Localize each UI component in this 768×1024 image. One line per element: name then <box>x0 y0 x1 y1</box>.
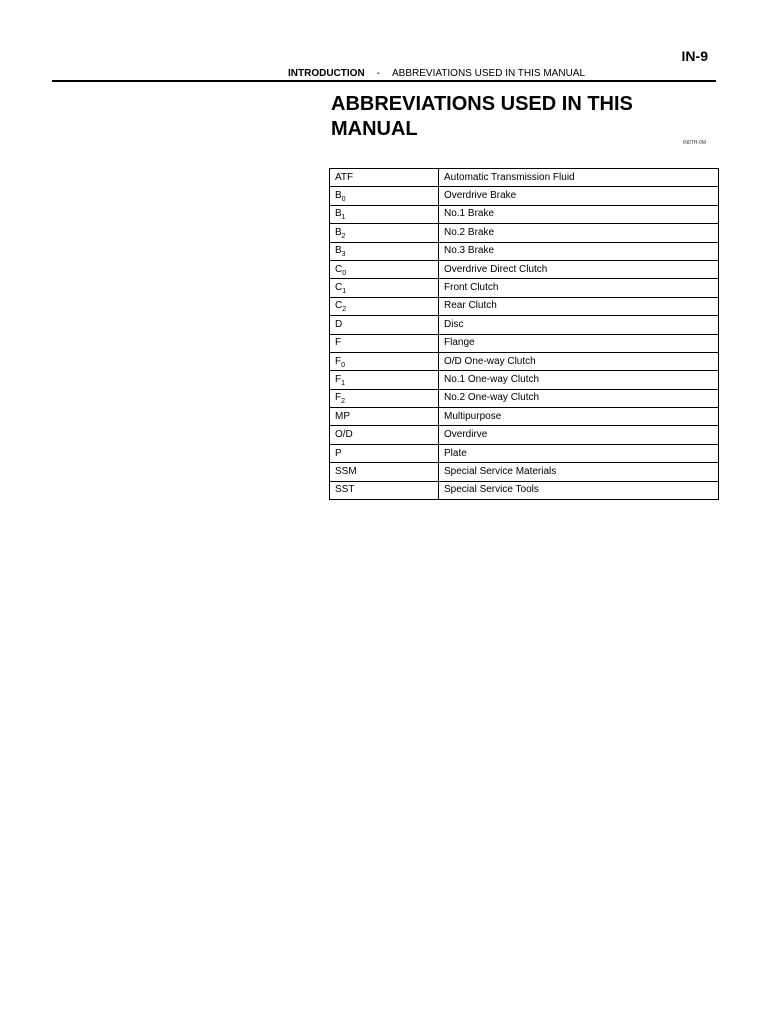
meaning-cell: Disc <box>439 316 719 334</box>
meaning-cell: Overdrive Direct Clutch <box>439 260 719 278</box>
reference-code: IN0TH-0M <box>682 140 706 146</box>
abbreviation-text: B <box>335 208 342 220</box>
page-title: ABBREVIATIONS USED IN THIS MANUAL <box>331 93 633 140</box>
abbreviation-subscript: 2 <box>341 398 346 406</box>
table-row <box>330 187 719 205</box>
abbreviation-subscript: 1 <box>341 379 346 387</box>
meaning-cell: Flange <box>439 334 719 352</box>
running-head <box>288 68 585 79</box>
table-row <box>330 371 719 389</box>
meaning-cell: Special Service Materials <box>439 463 719 481</box>
abbreviation-text: B <box>335 190 342 202</box>
table-row <box>330 408 719 426</box>
abbreviation-cell <box>330 408 439 426</box>
abbreviation-subscript: 2 <box>341 232 346 240</box>
running-head-separator: - <box>376 68 381 79</box>
table-row <box>330 169 719 187</box>
meaning-cell: O/D One-way Clutch <box>439 352 719 370</box>
abbreviation-text: F <box>335 392 342 404</box>
table-row <box>330 444 719 462</box>
abbreviation-text: C <box>335 263 343 275</box>
abbreviation-cell <box>330 334 439 352</box>
meaning-cell: No.2 One-way Clutch <box>439 389 719 407</box>
meaning-cell: No.3 Brake <box>439 242 719 260</box>
abbreviation-cell <box>330 205 439 223</box>
abbreviation-subscript: 2 <box>342 306 347 314</box>
meaning-cell: No.1 One-way Clutch <box>439 371 719 389</box>
abbreviation-text: F <box>335 337 342 349</box>
meaning-cell: Front Clutch <box>439 279 719 297</box>
abbreviation-text: P <box>335 447 342 459</box>
abbreviation-text: F <box>335 355 342 367</box>
meaning-cell: No.1 Brake <box>439 205 719 223</box>
table-row <box>330 297 719 315</box>
table-row <box>330 389 719 407</box>
abbreviation-subscript: 3 <box>341 251 346 259</box>
abbreviation-subscript: 0 <box>341 196 346 204</box>
abbreviation-cell <box>330 463 439 481</box>
abbreviation-text: F <box>335 373 342 385</box>
abbreviation-text: O/D <box>335 429 353 441</box>
page-number: IN-9 <box>681 48 708 64</box>
meaning-cell: Overdrive Brake <box>439 187 719 205</box>
table-row <box>330 426 719 444</box>
abbreviation-cell <box>330 242 439 260</box>
meaning-cell: Rear Clutch <box>439 297 719 315</box>
abbreviation-cell <box>330 279 439 297</box>
abbreviation-cell <box>330 371 439 389</box>
abbreviation-text: ATF <box>335 171 354 183</box>
meaning-cell: Multipurpose <box>439 408 719 426</box>
table-row <box>330 279 719 297</box>
table-row <box>330 205 719 223</box>
table-row <box>330 242 719 260</box>
abbreviation-subscript: 1 <box>342 288 347 296</box>
abbreviation-text: B <box>335 245 342 257</box>
abbreviation-text: SST <box>335 484 355 496</box>
table-row <box>330 260 719 278</box>
table-row <box>330 352 719 370</box>
table-row <box>330 334 719 352</box>
abbreviation-cell <box>330 481 439 499</box>
abbreviation-text: SSM <box>335 465 357 477</box>
abbreviation-subscript: 0 <box>341 361 346 369</box>
meaning-cell: Overdirve <box>439 426 719 444</box>
abbreviations-table <box>329 168 719 500</box>
abbreviation-cell <box>330 297 439 315</box>
abbreviation-subscript: 1 <box>341 214 346 222</box>
abbreviation-text: C <box>335 282 343 294</box>
abbreviation-cell <box>330 224 439 242</box>
meaning-cell: Plate <box>439 444 719 462</box>
abbreviation-cell <box>330 426 439 444</box>
abbreviation-cell <box>330 352 439 370</box>
running-head-subsection: ABBREVIATIONS USED IN THIS MANUAL <box>392 68 586 79</box>
abbreviation-cell <box>330 260 439 278</box>
abbreviation-cell <box>330 389 439 407</box>
table-row <box>330 481 719 499</box>
abbreviation-text: C <box>335 300 343 312</box>
meaning-cell: Special Service Tools <box>439 481 719 499</box>
abbreviation-subscript: 0 <box>342 269 347 277</box>
table-row <box>330 316 719 334</box>
abbreviation-text: D <box>335 318 343 330</box>
abbreviations-table-body <box>330 169 719 500</box>
meaning-cell: No.2 Brake <box>439 224 719 242</box>
abbreviation-text: MP <box>335 410 350 422</box>
meaning-cell: Automatic Transmission Fluid <box>439 169 719 187</box>
abbreviation-cell <box>330 316 439 334</box>
table-row <box>330 463 719 481</box>
abbreviation-cell <box>330 169 439 187</box>
running-head-section: INTRODUCTION <box>288 68 365 79</box>
abbreviation-text: B <box>335 226 342 238</box>
abbreviation-cell <box>330 444 439 462</box>
header-rule <box>52 80 716 82</box>
abbreviation-cell <box>330 187 439 205</box>
table-row <box>330 224 719 242</box>
